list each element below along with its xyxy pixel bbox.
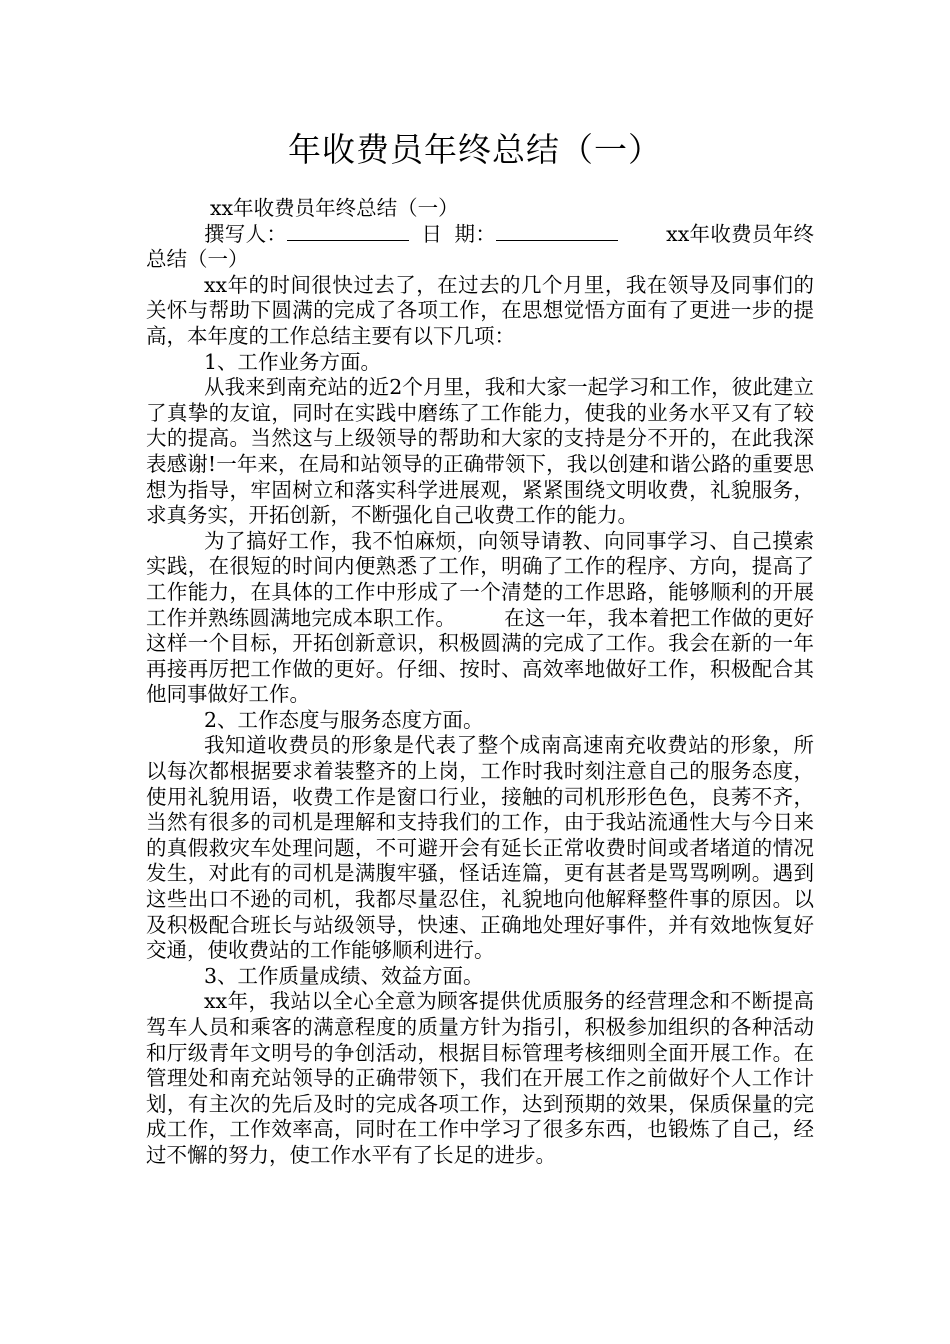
document-subtitle: xx年收费员年终总结（一） [210,196,459,220]
author-label: 撰写人： [204,221,288,246]
document-body [146,196,814,1169]
section-heading: 2、工作态度与服务态度方面。 [204,707,484,732]
paragraph: 从我来到南充站的近2个月里，我和大家一起学习和工作，彼此建立了真挚的友谊，同时在实践中磨练了工作能力，使我的业务水平又有了较大的提高。当然这与上级领导的帮助和大家的支持是分不开的，在此我深表感谢!一年来，在局和站领导的正确带领下，我以创建和谐公路的重要思想为指导，牢固树立和落实科学进展观，紧紧围绕文明收费，礼貌服务，求真务实，开拓创新，不断强化自己收费工作的能力。 [146,375,814,528]
section-heading: 3、工作质量成绩、效益方面。 [204,963,484,988]
paragraph [146,529,814,708]
meta-trailing-title: xx年收费员年终总结（一） [146,221,815,272]
paragraph: xx年，我站以全心全意为顾客提供优质服务的经营理念和不断提高驾车人员和乘客的满意程度的质量方针为指引，积极参加组织的各种活动和厅级青年文明号的争创活动，根据目标管理考核细则全面开展工作。在管理处和南充站领导的正确带领下，我们在开展工作之前做好个人工作计划，有主次的先后及时的完成各项工作，达到预期的效果，保质保量的完成工作，工作效率高，同时在工作中学习了很多东西，也锻炼了自己，经过不懈的努力，使工作水平有了长足的进步。 [146,989,814,1167]
section-heading: 1、工作业务方面。 [204,349,382,374]
author-date-line [146,222,814,273]
author-blank [287,222,409,241]
date-blank [496,222,618,241]
paragraph-part: 为了搞好工作，我不怕麻烦，向领导请教、向同事学习、自己摸索实践，在很短的时间内便熟悉了工作，明确了工作的程序、方向，提高了工作能力，在具体的工作中形成了一个清楚的工作思路，能够顺利的开展工作并熟练圆满地完成本职工作。 [146,528,814,630]
page-title: 年收费员年终总结（一） [288,130,662,169]
paragraph: xx年的时间很快过去了，在过去的几个月里，我在领导及同事们的关怀与帮助下圆满的完成了各项工作，在思想觉悟方面有了更进一步的提高，本年度的工作总结主要有以下几项： [146,272,814,348]
date-label-2: 期： [454,221,497,246]
paragraph: 我知道收费员的形象是代表了整个成南高速南充收费站的形象，所以每次都根据要求着装整齐的上岗，工作时我时刻注意自己的服务态度，使用礼貌用语，收费工作是窗口行业，接触的司机形形色色，良莠不齐，当然有很多的司机是理解和支持我们的工作，由于我站流通性大与今日来的真假救灾车处理问题，不可避开会有延长正常收费时间或者堵道的情况发生，对此有的司机是满腹牢骚，怪话连篇，更有甚者是骂骂咧咧。遇到这些出口不逊的司机，我都尽量忍住，礼貌地向他解释整件事的原因。以及积极配合班长与站级领导，快速、正确地处理好事件，并有效地恢复好交通，使收费站的工作能够顺利进行。 [146,733,814,963]
date-label-1: 日 [421,221,443,246]
paragraph-part: 在这一年，我本着把工作做的更好这样一个目标，开拓创新意识，积极圆满的完成了工作。我会在新的一年再接再厉把工作做的更好。仔细、按时、高效率地做好工作，积极配合其他同事做好工作。 [146,605,814,707]
